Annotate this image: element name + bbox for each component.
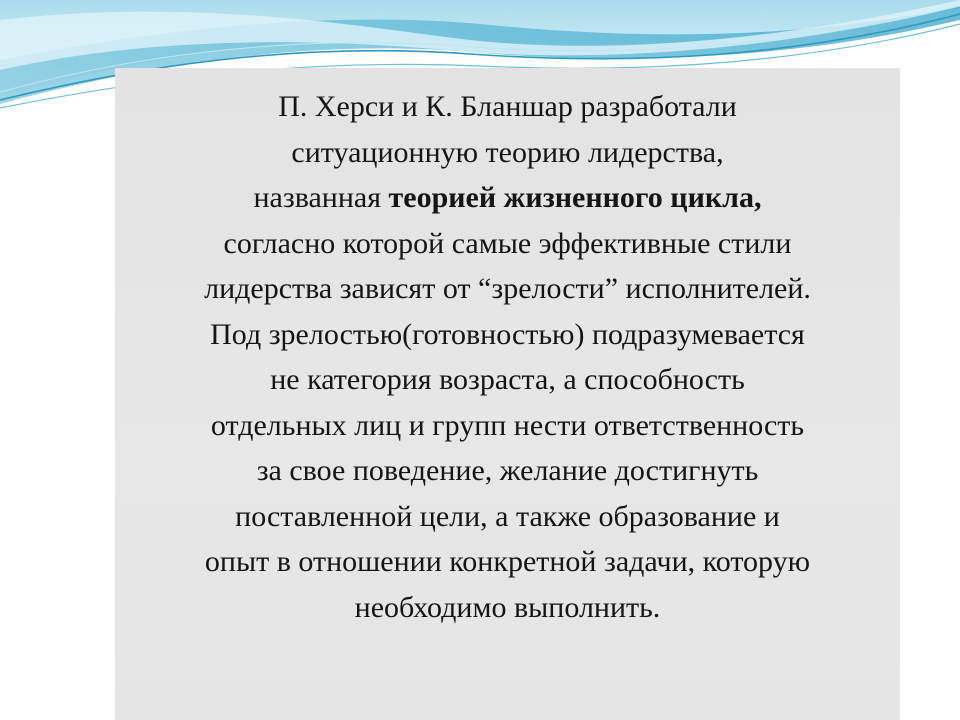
text-line (100, 175, 915, 221)
text-line: ситуационную теорию лидерства, (291, 135, 724, 169)
text-line: отдельных лиц и групп нести ответственность (210, 408, 805, 442)
text-line: согласно которой самые эффективные стили (223, 226, 792, 260)
bold-term: теорией жизненного цикла, (388, 181, 762, 214)
text-line-prefix: названная (253, 181, 389, 214)
text-line: за свое поведение, желание достигнуть (256, 454, 759, 487)
body-text (100, 84, 915, 630)
text-line: опыт в отношении конкретной задачи, которую (204, 545, 811, 578)
text-line: необходимо выполнить. (354, 590, 661, 624)
text-line: не категория возраста, а способность (270, 363, 745, 396)
text-line: лидерства зависят от “зрелости” исполнителей. (204, 272, 811, 305)
text-line: П. Херси и К. Бланшар разработали (278, 90, 737, 123)
text-line: поставленной цели, а также образование и (235, 499, 780, 533)
text-line: Под зрелостью(готовностью) подразумевается (210, 317, 805, 351)
